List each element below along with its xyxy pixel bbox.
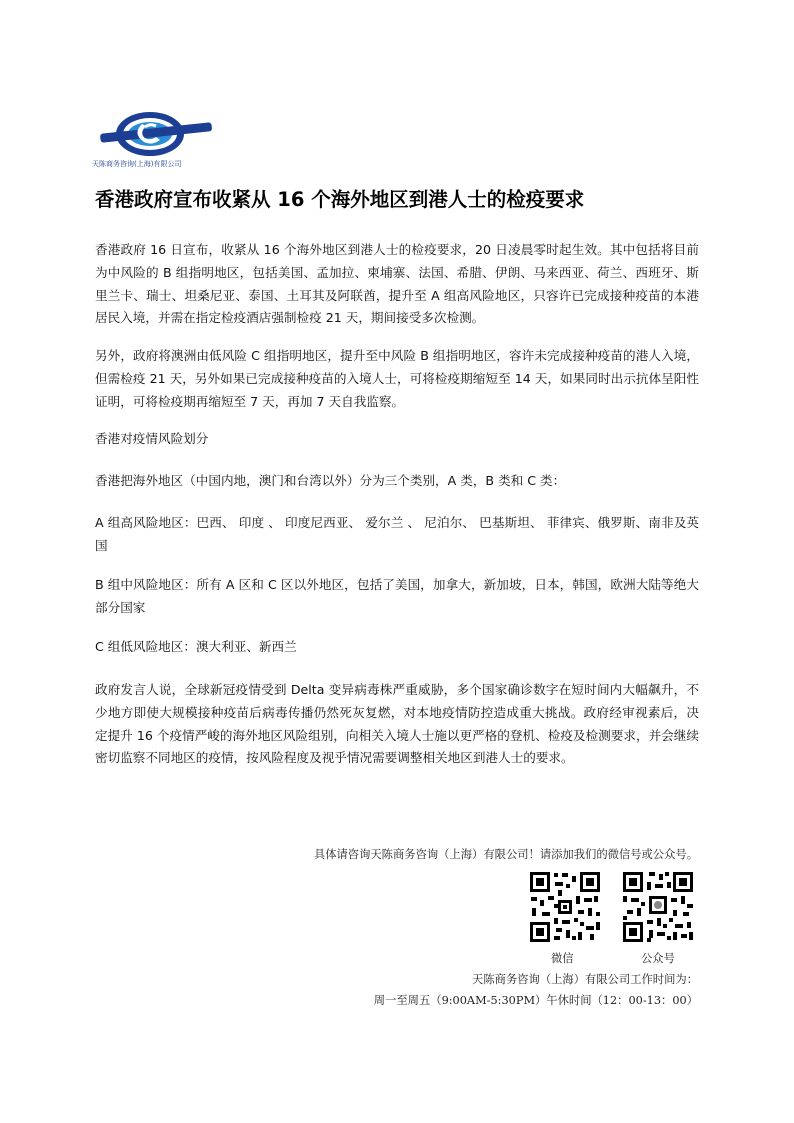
paragraph-1: 香港政府 16 日宣布，收紧从 16 个海外地区到港人士的检疫要求，20 日凌晨零时起生效。其中包括将目前为中风险的 B 组指明地区，包括美国、孟加拉、柬埔寨、法国、希腊、伊朗、马来西亚、荷兰、西班牙、斯里兰卡、瑞士、坦桑尼亚、泰国、土耳其及阿联酋，提升至 A 组高风险地区，只容许已完成接种疫苗的本港居民入境，并需在指定检疫酒店强制检疫 21 天，期间接受多次检测。 bbox=[95, 242, 699, 326]
company-logo bbox=[92, 108, 222, 174]
paragraph-group-a: A 组高风险地区：巴西、 印度 、 印度尼西亚、 爱尔兰 、 尼泊尔、 巴基斯坦、 菲律宾、俄罗斯、南非及英国 bbox=[95, 515, 699, 553]
working-hours: 周一至周五（9:00AM-5:30PM）午休时间（12：00-13：00） bbox=[373, 994, 698, 1007]
official-account-label: 公众号 bbox=[641, 952, 675, 965]
paragraph-spokesperson: 政府发言人说，全球新冠疫情受到 Delta 变异病毒株严重威胁，多个国家确诊数字在短时间内大幅飙升，不少地方即使大规模接种疫苗后病毒传播仍然死灰复燃，对本地疫情防控造成重大挑战。政府经审视素后，决定提升 16 个疫情严峻的海外地区风险组别，向相关入境人士施以更严格的登机、检疫及检测要求，并会继续密切监察不同地区的疫情，按风险程度及视乎情况需要调整相关地区到港人士的要求。 bbox=[95, 682, 699, 766]
wechat-qr-code bbox=[528, 870, 602, 944]
paragraph-group-c: C 组低风险地区：澳大利亚、新西兰 bbox=[95, 639, 297, 654]
working-hours-title: 天陈商务咨询（上海）有限公司工作时间为： bbox=[472, 973, 698, 986]
paragraph-group-b: B 组中风险地区：所有 A 区和 C 区以外地区，包括了美国，加拿大，新加坡，日本，韩国，欧洲大陆等绝大部分国家 bbox=[95, 577, 699, 615]
paragraph-categories: 香港把海外地区（中国内地，澳门和台湾以外）分为三个类别，A 类，B 类和 C 类： bbox=[95, 473, 566, 488]
section-heading: 香港对疫情风险划分 bbox=[95, 431, 209, 446]
qr-code-icon bbox=[528, 870, 602, 944]
qr-code-icon bbox=[621, 870, 695, 944]
logo-caption: 天陈商务咨询(上海)有限公司 bbox=[92, 160, 182, 168]
contact-line: 具体请咨询天陈商务咨询（上海）有限公司！请添加我们的微信号或公众号。 bbox=[313, 848, 698, 861]
company-logo-icon bbox=[92, 108, 222, 164]
page-title: 香港政府宣布收紧从 16 个海外地区到港人士的检疫要求 bbox=[95, 188, 585, 211]
official-account-qr-code bbox=[621, 870, 695, 944]
paragraph-2: 另外，政府将澳洲由低风险 C 组指明地区，提升至中风险 B 组指明地区，容许未完成接种疫苗的港人入境，但需检疫 21 天，另外如果已完成接种疫苗的入境人士，可将检疫期缩短至 14 天，如果同时出示抗体呈阳性证明，可将检疫期再缩短至 7 天，再加 7 天自我监察。 bbox=[95, 348, 699, 409]
wechat-label: 微信 bbox=[551, 952, 574, 965]
